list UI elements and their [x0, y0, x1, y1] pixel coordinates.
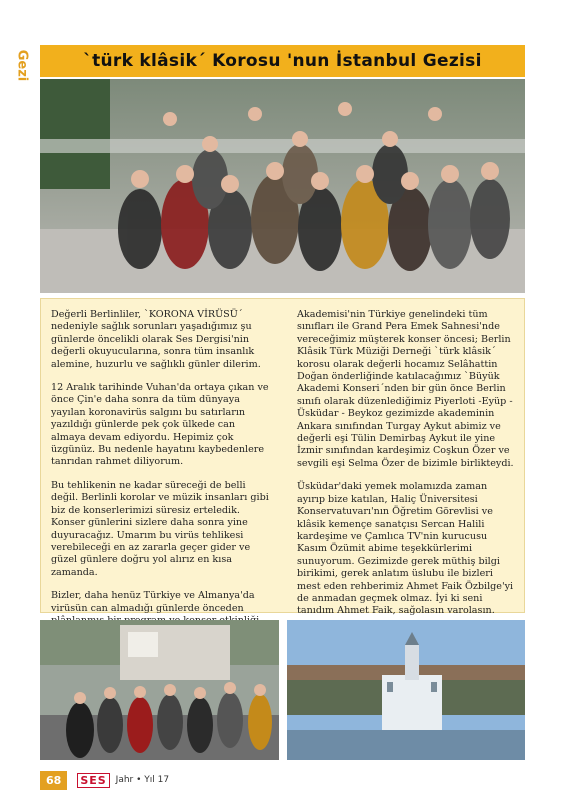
paragraph: Bu tehlikenin ne kadar süreceği de belli değil. Berlinli korolar ve müzik insanları gibi biz de konserlerimizi süresiz erteledik. Konser günlerini sizlere daha sonra yine duyuracağız. Umarım bu virüs tehlikesi verebileceği en az zararla geçer gider ve güzel günlere doğru yol alırız en kısa zamanda.: [51, 479, 269, 578]
group-street-photo: [40, 620, 279, 760]
paragraph: Akademisi'nin Türkiye genelindeki tüm sınıfları ile Grand Pera Emek Sahnesi'nde vereceğimiz müşterek konser öncesi; Berlin Klâsik Türk Müziği Derneği `türk klâsik´ korosu olarak değerli hocamız Selâhattin Doğan önderliğinde katılacağımız `Büyük Akademi Konseri´nden bir gün önce Berlin sınıfı olarak düzenlediğimiz Piyerloti -Eyüp - Üsküdar - Beykoz gezimizde akademinin Ankara sınıfından Turgay Aykut abimiz ve değerli eşi Tülin Demirbaş Aykut ile yine İzmir sınıfından kardeşimiz Coşkun Özer ve sevgili eşi Selma Özer de bizimle birlikteydi.: [297, 309, 514, 469]
page-number: 68: [40, 771, 67, 790]
paragraph: Değerli Berlinliler, `KORONA VİRÜSÜ´ nedeniyle sağlık sorunları yaşadığımız şu günlerde öncelikli olarak Ses Dergisi'nin değerli okuyucularına, sonra tüm insanlık alemine, huzurlu ve sağlıklı günler dilerim.: [51, 309, 261, 370]
paragraph: Bizler, daha henüz Türkiye ve Almanya'da virüsün can almadığı günlerde önceden: [51, 590, 255, 614]
title-bar: [40, 45, 525, 77]
section-tab: [8, 40, 36, 90]
church-photo: [287, 620, 525, 760]
magazine-logo: SES: [77, 773, 109, 788]
article-text-box: [40, 298, 525, 617]
issue-label: Jahr • Yıl 17: [115, 775, 170, 785]
paragraph: Üsküdar'daki yemek molamızda zaman ayırıp bize katılan, Haliç Üniversitesi Konservatuvarı'nın Öğretim Görevlisi ve klâsik kemençe sanatçısı Sercan Halili kardeşime ve Çamlıca TV'nin kurucusu Kasım Özümit abime teşekkürlerimi sunuyorum. Gezimizde gerek müthiş bilgi birikimi, gerek anlatım üslubu ile bizleri mest eden rehberimiz Ahmet Faik Özbilge'yi de anmadan geçmek olmaz. İyi ki seni tanıdım Ahmet Faik, sağolasın varolasın.: [297, 481, 514, 617]
article-title: `türk klâsik´ Korosu 'nun İstanbul Gezisi: [83, 51, 482, 71]
main-group-photo: [40, 79, 525, 293]
paragraph: 12 Aralık tarihinde Vuhan'da ortaya çıkan ve önce Çin'e daha sonra da tüm dünyaya yayılan koronavirüs salgını bu satırların yazıldığı günlerde pek çok ülkede can almaya devam ediyordu. Hepimiz çok üzgünüz. Bu nedenle hayatını kaybedenlere tanrıdan rahmet diliyorum.: [51, 382, 269, 468]
section-tab-label: Gezi: [14, 49, 30, 81]
page-footer: [40, 768, 525, 792]
right-column: [297, 309, 515, 652]
